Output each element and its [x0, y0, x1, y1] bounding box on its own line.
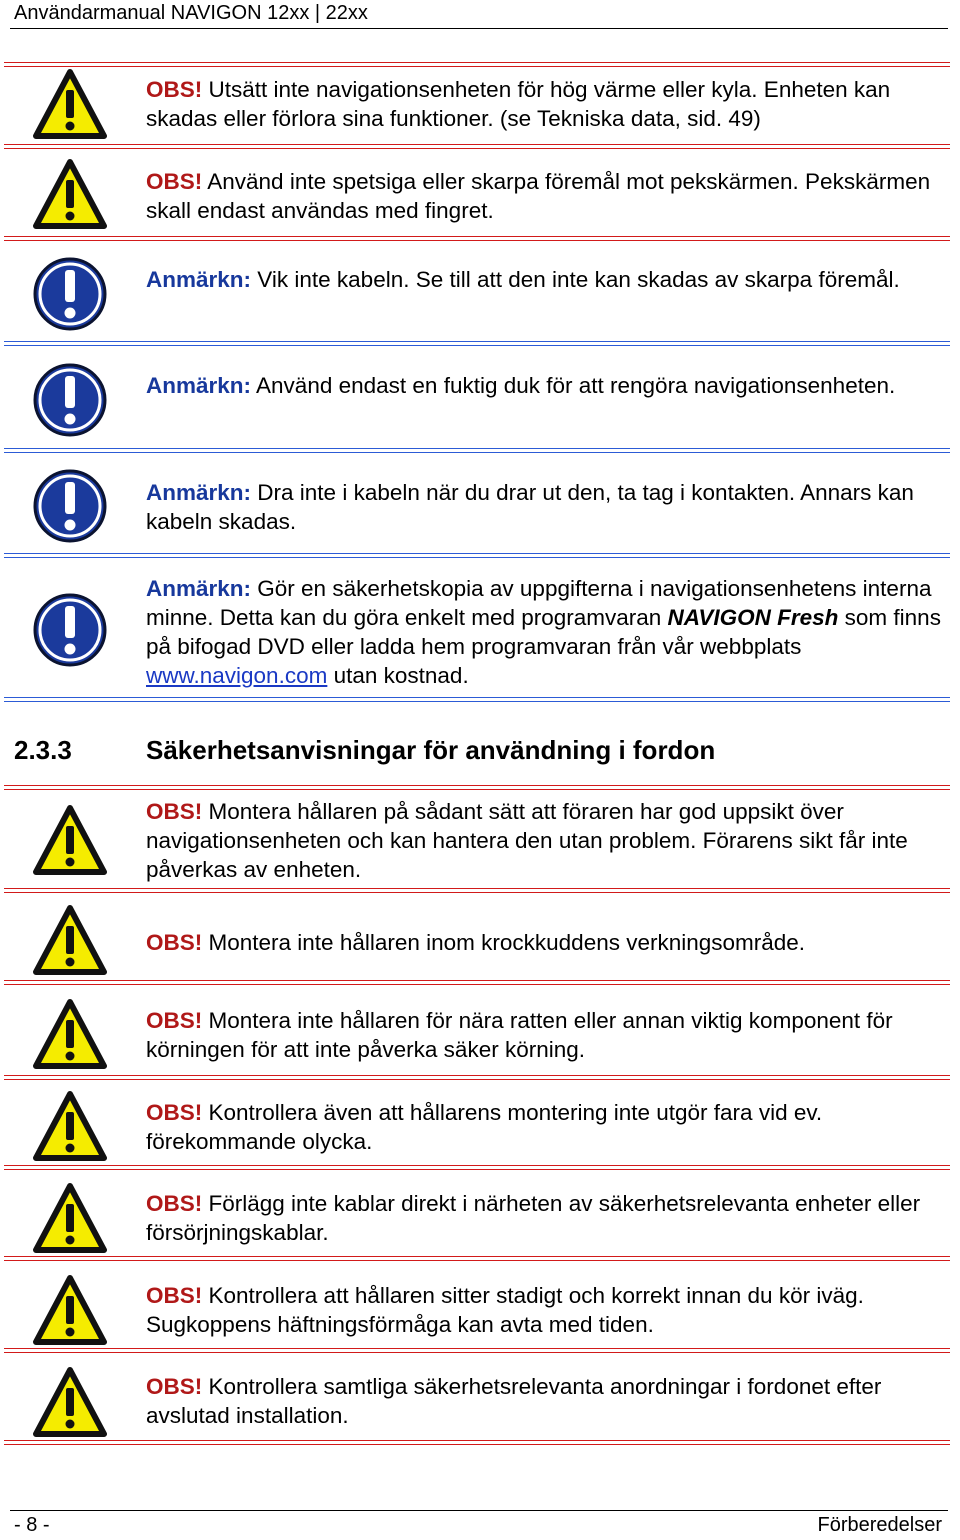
- warning-note: [146, 167, 942, 225]
- separator: [4, 888, 950, 893]
- exclamation-circle-icon: [32, 468, 108, 544]
- warning-note: [146, 1098, 942, 1156]
- separator: [4, 697, 950, 702]
- warning-note: [146, 75, 942, 133]
- warning-triangle-icon: [32, 1364, 108, 1440]
- note-label: OBS!: [146, 799, 203, 824]
- note-body: utan kostnad.: [327, 663, 469, 688]
- info-note: [146, 574, 942, 690]
- product-name: NAVIGON Fresh: [667, 605, 839, 630]
- warning-triangle-icon: [32, 1180, 108, 1256]
- note-body: Kontrollera även att hållarens montering inte utgör fara vid ev. förekommande olycka.: [146, 1100, 823, 1154]
- note-body: Använd inte spetsiga eller skarpa föremål mot pekskärmen. Pekskärmen skall endast användas med fingret.: [146, 169, 931, 223]
- separator: [4, 1075, 950, 1080]
- note-label: OBS!: [146, 1008, 203, 1033]
- warning-note: [146, 928, 942, 957]
- note-label: OBS!: [146, 169, 203, 194]
- warning-triangle-icon: [32, 66, 108, 142]
- note-label: OBS!: [146, 1283, 203, 1308]
- note-body: som finns på bifogad DVD eller ladda hem programvaran från vår webbplats: [146, 605, 941, 659]
- separator: [4, 236, 950, 241]
- warning-triangle-icon: [32, 1088, 108, 1164]
- exclamation-circle-icon: [32, 256, 108, 332]
- note-label: OBS!: [146, 1374, 203, 1399]
- section-title: Säkerhetsanvisningar för användning i fordon: [146, 735, 716, 765]
- section-number: 2.3.3: [14, 735, 72, 765]
- separator: [4, 1440, 950, 1445]
- footer-rule: [10, 1510, 948, 1511]
- note-body: Vik inte kabeln. Se till att den inte kan skadas av skarpa föremål.: [251, 267, 900, 292]
- warning-note: [146, 1006, 942, 1064]
- warning-note: [146, 797, 942, 884]
- note-label: Anmärkn:: [146, 267, 252, 292]
- note-body: Montera inte hållaren inom krockkuddens verkningsområde.: [202, 930, 806, 955]
- exclamation-circle-icon: [32, 592, 108, 668]
- separator: [4, 553, 950, 558]
- info-note: [146, 478, 942, 536]
- warning-note: [146, 1372, 942, 1430]
- running-header: Användarmanual NAVIGON 12xx | 22xx: [14, 2, 368, 24]
- note-label: OBS!: [146, 1191, 203, 1216]
- note-label: Anmärkn:: [146, 576, 252, 601]
- note-label: Anmärkn:: [146, 373, 252, 398]
- note-body: Montera inte hållaren för nära ratten eller annan viktig komponent för körningen för att inte påverka säker körning.: [146, 1008, 893, 1062]
- warning-triangle-icon: [32, 156, 108, 232]
- note-label: OBS!: [146, 77, 203, 102]
- separator: [4, 341, 950, 346]
- exclamation-circle-icon: [32, 362, 108, 438]
- warning-triangle-icon: [32, 1272, 108, 1348]
- note-label: Anmärkn:: [146, 480, 252, 505]
- chapter-name: Förberedelser: [817, 1514, 942, 1536]
- page-number: - 8 -: [14, 1514, 50, 1536]
- warning-note: [146, 1281, 942, 1339]
- warning-note: [146, 1189, 942, 1247]
- note-body: Använd endast en fuktig duk för att rengöra navigationsenheten.: [251, 373, 896, 398]
- separator: [4, 144, 950, 149]
- website-link[interactable]: www.navigon.com: [146, 663, 328, 688]
- header-rule: [10, 28, 948, 29]
- note-body: Gör en säkerhetskopia av uppgifterna i navigationsenhetens interna minne. Detta kan du göra enkelt med programvaran: [146, 576, 932, 630]
- separator: [4, 980, 950, 985]
- separator: [4, 1256, 950, 1261]
- separator: [4, 785, 950, 790]
- warning-triangle-icon: [32, 802, 108, 878]
- info-note: [146, 265, 942, 294]
- note-label: OBS!: [146, 930, 203, 955]
- warning-triangle-icon: [32, 902, 108, 978]
- separator: [4, 1165, 950, 1170]
- separator: [4, 62, 950, 67]
- note-body: Förlägg inte kablar direkt i närheten av säkerhetsrelevanta enheter eller försörjningskablar.: [146, 1191, 921, 1245]
- note-label: OBS!: [146, 1100, 203, 1125]
- separator: [4, 1348, 950, 1353]
- note-body: Montera hållaren på sådant sätt att föraren har god uppsikt över navigationsenheten och kan hantera den utan problem. Förarens sikt får inte påverkas av enheten.: [146, 799, 908, 882]
- separator: [4, 448, 950, 453]
- note-body: Kontrollera att hållaren sitter stadigt och korrekt innan du kör iväg. Sugkoppens häftningsförmåga kan avta med tiden.: [146, 1283, 864, 1337]
- warning-triangle-icon: [32, 996, 108, 1072]
- info-note: [146, 371, 942, 400]
- note-body: Kontrollera samtliga säkerhetsrelevanta anordningar i fordonet efter avslutad installation.: [146, 1374, 882, 1428]
- note-body: Dra inte i kabeln när du drar ut den, ta tag i kontakten. Annars kan kabeln skadas.: [146, 480, 914, 534]
- note-body: Utsätt inte navigationsenheten för hög värme eller kyla. Enheten kan skadas eller förlora sina funktioner. (se Tekniska data, sid. 49): [146, 77, 891, 131]
